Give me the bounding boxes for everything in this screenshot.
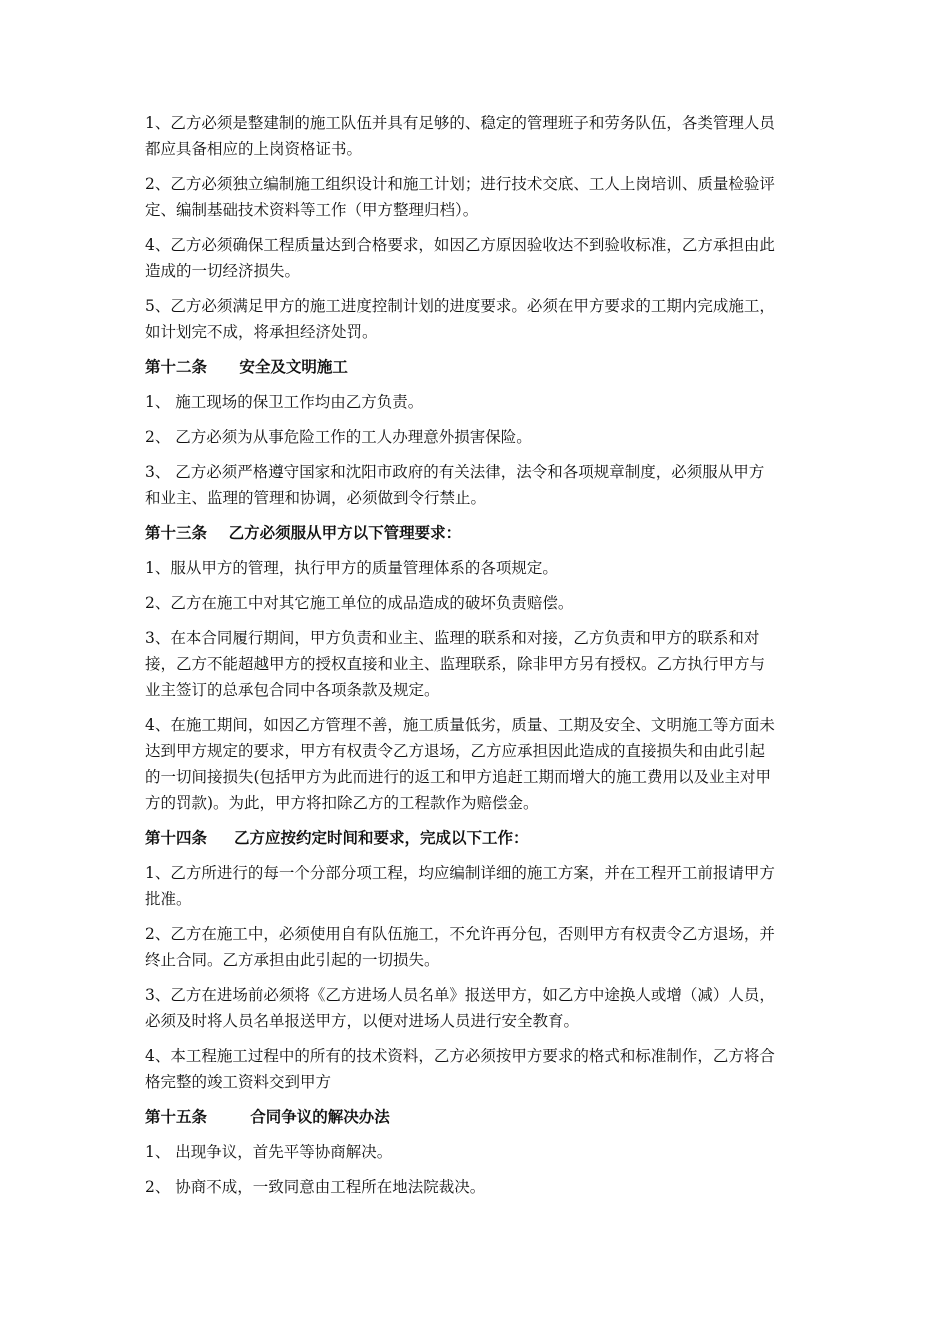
clause-14-item-3: 3、乙方在进场前必须将《乙方进场人员名单》报送甲方，如乙方中途换人或增（减）人员，必须及时将人员名单报送甲方，以便对进场人员进行安全教育。: [145, 986, 775, 1030]
clause-number: 第十三条: [145, 523, 208, 542]
clause-12-heading: [145, 354, 777, 380]
clause-11-item-5: 5、乙方必须满足甲方的施工进度控制计划的进度要求。必须在甲方要求的工期内完成施工，如计划完不成，将承担经济处罚。: [145, 297, 775, 341]
clause-14-item-1: 1、乙方所进行的每一个分部分项工程，均应编制详细的施工方案，并在工程开工前报请甲方批准。: [145, 864, 775, 908]
clause-12-item-1: 1、 施工现场的保卫工作均由乙方负责。: [145, 393, 424, 411]
clause-number: 第十二条: [145, 357, 208, 376]
clause-12-item-2: 2、 乙方必须为从事危险工作的工人办理意外损害保险。: [145, 428, 532, 446]
clause-13-heading: [145, 520, 777, 546]
clause-14-item-2: 2、乙方在施工中，必须使用自有队伍施工，不允许再分包，否则甲方有权责令乙方退场，并终止合同。乙方承担由此引起的一切损失。: [145, 925, 775, 969]
clause-13-item-1: 1、服从甲方的管理，执行甲方的质量管理体系的各项规定。: [145, 559, 558, 577]
clause-gap: [207, 357, 239, 376]
clause-title: 乙方应按约定时间和要求，完成以下工作：: [234, 828, 529, 847]
clause-gap: [207, 828, 234, 847]
clause-11-item-1: 1、乙方必须是整建制的施工队伍并具有足够的、稳定的管理班子和劳务队伍，各类管理人员都应具备相应的上岗资格证书。: [145, 114, 775, 158]
clause-13-item-2: 2、乙方在施工中对其它施工单位的成品造成的破坏负责赔偿。: [145, 594, 574, 612]
clause-12-item-3: 3、 乙方必须严格遵守国家和沈阳市政府的有关法律，法令和各项规章制度，必须服从甲方和业主、监理的管理和协调，必须做到令行禁止。: [145, 463, 765, 507]
clause-gap: [207, 523, 229, 542]
clause-13-item-3: 3、在本合同履行期间，甲方负责和业主、监理的联系和对接，乙方负责和甲方的联系和对接，乙方不能超越甲方的授权直接和业主、监理联系，除非甲方另有授权。乙方执行甲方与业主签订的总承包合同中各项条款及规定。: [145, 629, 766, 699]
clause-11-item-4: 4、乙方必须确保工程质量达到合格要求，如因乙方原因验收达不到验收标准，乙方承担由此造成的一切经济损失。: [145, 236, 775, 280]
clause-title: 合同争议的解决办法: [250, 1107, 390, 1126]
clause-15-item-2: 2、 协商不成，一致同意由工程所在地法院裁决。: [145, 1178, 486, 1196]
clause-number: 第十五条: [145, 1107, 208, 1126]
clause-15-heading: [145, 1104, 777, 1130]
clause-title: 安全及文明施工: [239, 357, 348, 376]
clause-14-item-4: 4、本工程施工过程中的所有的技术资料，乙方必须按甲方要求的格式和标准制作，乙方将合格完整的竣工资料交到甲方: [145, 1047, 775, 1091]
clause-13-item-4: 4、在施工期间，如因乙方管理不善，施工质量低劣，质量、工期及安全、文明施工等方面未达到甲方规定的要求，甲方有权责令乙方退场，乙方应承担因此造成的直接损失和由此引起的一切间接损失(包括甲方为此而进行的返工和甲方追赶工期而增大的施工费用以及业主对甲方的罚款)。为此，甲方将扣除乙方的工程款作为赔偿金。: [145, 716, 775, 812]
clause-number: 第十四条: [145, 828, 208, 847]
clause-gap: [207, 1107, 250, 1126]
clause-14-heading: [145, 825, 777, 851]
clause-15-item-1: 1、 出现争议，首先平等协商解决。: [145, 1143, 393, 1161]
document-body: [145, 110, 777, 1209]
clause-title: 乙方必须服从甲方以下管理要求：: [228, 523, 462, 542]
clause-11-item-2: 2、乙方必须独立编制施工组织设计和施工计划；进行技术交底、工人上岗培训、质量检验评定、编制基础技术资料等工作（甲方整理归档）。: [145, 175, 775, 219]
